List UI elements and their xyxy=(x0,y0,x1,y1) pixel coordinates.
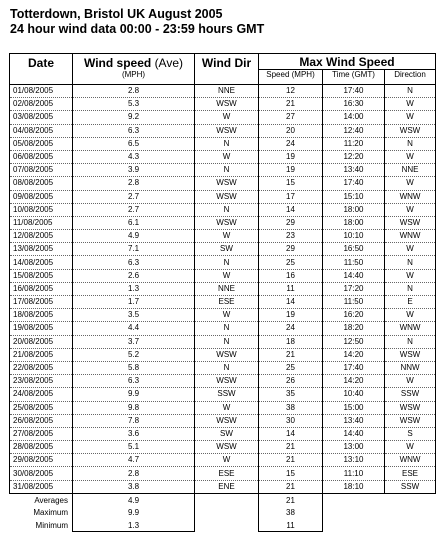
table-row xyxy=(10,150,436,163)
cell-max-direction: N xyxy=(385,282,436,295)
cell-max-time: 11:20 xyxy=(323,137,385,150)
cell-max-direction: W xyxy=(385,98,436,111)
summary-gap xyxy=(195,506,259,519)
cell-date: 17/08/2005 xyxy=(10,296,73,309)
table-row xyxy=(10,85,436,98)
table-row xyxy=(10,256,436,269)
table-row xyxy=(10,322,436,335)
cell-wind-speed: 1.3 xyxy=(73,282,195,295)
cell-max-speed: 14 xyxy=(259,203,323,216)
cell-max-direction: ESE xyxy=(385,467,436,480)
cell-max-time: 11:10 xyxy=(323,467,385,480)
table-row xyxy=(10,375,436,388)
cell-max-speed: 25 xyxy=(259,256,323,269)
cell-wind-speed: 5.8 xyxy=(73,361,195,374)
cell-max-time: 13:40 xyxy=(323,164,385,177)
cell-wind-dir: WSW xyxy=(195,177,259,190)
cell-wind-speed: 7.8 xyxy=(73,414,195,427)
cell-max-direction: NNW xyxy=(385,361,436,374)
cell-wind-speed: 4.9 xyxy=(73,230,195,243)
cell-wind-speed: 4.7 xyxy=(73,454,195,467)
cell-max-speed: 24 xyxy=(259,322,323,335)
cell-max-direction: N xyxy=(385,335,436,348)
cell-max-direction: W xyxy=(385,203,436,216)
cell-date: 06/08/2005 xyxy=(10,150,73,163)
cell-max-direction: N xyxy=(385,256,436,269)
report-title: Totterdown, Bristol UK August 2005 xyxy=(10,7,223,21)
cell-max-direction: W xyxy=(385,375,436,388)
cell-max-time: 18:00 xyxy=(323,203,385,216)
cell-date: 03/08/2005 xyxy=(10,111,73,124)
table-row xyxy=(10,414,436,427)
cell-date: 12/08/2005 xyxy=(10,230,73,243)
cell-max-speed: 24 xyxy=(259,137,323,150)
cell-max-time: 14:20 xyxy=(323,375,385,388)
cell-wind-speed: 5.2 xyxy=(73,348,195,361)
header-ave: (Ave) xyxy=(154,55,184,70)
table-row xyxy=(10,230,436,243)
summary-row xyxy=(10,493,436,506)
cell-wind-dir: W xyxy=(195,454,259,467)
cell-max-time: 13:10 xyxy=(323,454,385,467)
cell-wind-speed: 2.6 xyxy=(73,269,195,282)
cell-max-speed: 19 xyxy=(259,150,323,163)
cell-max-time: 11:50 xyxy=(323,296,385,309)
cell-max-direction: S xyxy=(385,427,436,440)
cell-max-direction: SSW xyxy=(385,480,436,493)
table-row xyxy=(10,269,436,282)
cell-max-speed: 14 xyxy=(259,427,323,440)
cell-date: 18/08/2005 xyxy=(10,309,73,322)
table-row xyxy=(10,401,436,414)
cell-wind-speed: 6.3 xyxy=(73,124,195,137)
cell-max-direction: WSW xyxy=(385,401,436,414)
cell-wind-dir: W xyxy=(195,309,259,322)
cell-max-speed: 30 xyxy=(259,414,323,427)
summary-gap xyxy=(195,519,259,532)
cell-date: 08/08/2005 xyxy=(10,177,73,190)
cell-max-speed: 19 xyxy=(259,309,323,322)
cell-max-direction: N xyxy=(385,85,436,98)
table-row xyxy=(10,348,436,361)
cell-date: 01/08/2005 xyxy=(10,85,73,98)
cell-date: 19/08/2005 xyxy=(10,322,73,335)
cell-max-direction: WNW xyxy=(385,454,436,467)
cell-max-direction: W xyxy=(385,111,436,124)
summary-empty xyxy=(385,493,436,506)
table-row xyxy=(10,243,436,256)
cell-max-time: 17:40 xyxy=(323,85,385,98)
cell-max-direction: WNW xyxy=(385,322,436,335)
cell-wind-dir: W xyxy=(195,401,259,414)
cell-max-speed: 21 xyxy=(259,454,323,467)
header-wind-dir: Wind Dir xyxy=(195,54,259,70)
cell-max-speed: 21 xyxy=(259,441,323,454)
cell-wind-speed: 3.7 xyxy=(73,335,195,348)
header-max-wind-speed: Max Wind Speed xyxy=(259,54,436,70)
cell-date: 27/08/2005 xyxy=(10,427,73,440)
cell-wind-dir: NNE xyxy=(195,85,259,98)
cell-wind-dir: ESE xyxy=(195,467,259,480)
table-row xyxy=(10,388,436,401)
cell-wind-speed: 2.7 xyxy=(73,190,195,203)
cell-max-time: 12:40 xyxy=(323,124,385,137)
table-row xyxy=(10,441,436,454)
cell-date: 22/08/2005 xyxy=(10,361,73,374)
summary-empty xyxy=(323,519,385,532)
cell-date: 09/08/2005 xyxy=(10,190,73,203)
wind-data-table xyxy=(9,53,436,532)
cell-date: 23/08/2005 xyxy=(10,375,73,388)
summary-empty xyxy=(385,506,436,519)
table-row xyxy=(10,454,436,467)
header-date-blank xyxy=(10,70,73,85)
cell-date: 15/08/2005 xyxy=(10,269,73,282)
summary-wind-speed: 1.3 xyxy=(73,519,195,532)
table-row xyxy=(10,309,436,322)
summary-label: Maximum xyxy=(33,508,68,518)
cell-max-time: 16:50 xyxy=(323,243,385,256)
cell-max-direction: WNW xyxy=(385,230,436,243)
cell-wind-dir: N xyxy=(195,137,259,150)
summary-max-speed: 38 xyxy=(259,506,323,519)
cell-max-speed: 25 xyxy=(259,361,323,374)
cell-date: 10/08/2005 xyxy=(10,203,73,216)
cell-date: 21/08/2005 xyxy=(10,348,73,361)
cell-wind-dir: SW xyxy=(195,243,259,256)
cell-wind-dir: N xyxy=(195,361,259,374)
cell-wind-speed: 2.8 xyxy=(73,177,195,190)
cell-date: 30/08/2005 xyxy=(10,467,73,480)
cell-max-speed: 38 xyxy=(259,401,323,414)
cell-max-time: 17:40 xyxy=(323,361,385,374)
header-date: Date xyxy=(10,54,73,70)
cell-max-speed: 29 xyxy=(259,216,323,229)
cell-max-speed: 20 xyxy=(259,124,323,137)
cell-max-time: 14:40 xyxy=(323,427,385,440)
cell-max-direction: W xyxy=(385,243,436,256)
cell-max-time: 14:20 xyxy=(323,348,385,361)
cell-max-speed: 21 xyxy=(259,348,323,361)
cell-wind-speed: 1.7 xyxy=(73,296,195,309)
cell-date: 24/08/2005 xyxy=(10,388,73,401)
table-row xyxy=(10,203,436,216)
cell-wind-dir: W xyxy=(195,230,259,243)
cell-date: 16/08/2005 xyxy=(10,282,73,295)
cell-max-speed: 17 xyxy=(259,190,323,203)
cell-max-time: 17:20 xyxy=(323,282,385,295)
cell-max-time: 15:10 xyxy=(323,190,385,203)
summary-empty xyxy=(323,506,385,519)
cell-max-direction: W xyxy=(385,150,436,163)
cell-wind-speed: 3.5 xyxy=(73,309,195,322)
cell-max-direction: W xyxy=(385,269,436,282)
summary-empty xyxy=(385,519,436,532)
cell-max-time: 18:10 xyxy=(323,480,385,493)
cell-date: 29/08/2005 xyxy=(10,454,73,467)
cell-date: 31/08/2005 xyxy=(10,480,73,493)
cell-max-time: 10:40 xyxy=(323,388,385,401)
cell-max-time: 14:40 xyxy=(323,269,385,282)
cell-wind-speed: 6.1 xyxy=(73,216,195,229)
cell-max-speed: 16 xyxy=(259,269,323,282)
cell-max-time: 18:20 xyxy=(323,322,385,335)
header-direction: Direction xyxy=(385,70,436,85)
cell-max-direction: NNE xyxy=(385,164,436,177)
cell-wind-dir: WSW xyxy=(195,375,259,388)
cell-wind-dir: WSW xyxy=(195,216,259,229)
cell-max-direction: W xyxy=(385,309,436,322)
table-row xyxy=(10,480,436,493)
cell-max-speed: 18 xyxy=(259,335,323,348)
cell-wind-speed: 4.3 xyxy=(73,150,195,163)
cell-wind-speed: 5.3 xyxy=(73,98,195,111)
table-row xyxy=(10,282,436,295)
cell-max-speed: 26 xyxy=(259,375,323,388)
summary-max-speed: 11 xyxy=(259,519,323,532)
cell-max-time: 12:50 xyxy=(323,335,385,348)
cell-max-time: 11:50 xyxy=(323,256,385,269)
cell-wind-dir: WSW xyxy=(195,98,259,111)
cell-max-speed: 14 xyxy=(259,296,323,309)
cell-max-speed: 23 xyxy=(259,230,323,243)
cell-wind-speed: 6.5 xyxy=(73,137,195,150)
cell-max-speed: 21 xyxy=(259,98,323,111)
summary-wind-speed: 4.9 xyxy=(73,493,195,506)
cell-wind-dir: N xyxy=(195,164,259,177)
table-row xyxy=(10,98,436,111)
cell-wind-speed: 3.8 xyxy=(73,480,195,493)
cell-wind-dir: WSW xyxy=(195,348,259,361)
cell-wind-dir: NNE xyxy=(195,282,259,295)
report-subtitle: 24 hour wind data 00:00 - 23:59 hours GMT xyxy=(10,22,265,36)
cell-wind-speed: 4.4 xyxy=(73,322,195,335)
header-time-gmt: Time (GMT) xyxy=(323,70,385,85)
cell-wind-speed: 2.7 xyxy=(73,203,195,216)
summary-label: Averages xyxy=(34,495,68,505)
table-row xyxy=(10,177,436,190)
cell-max-time: 13:40 xyxy=(323,414,385,427)
cell-max-direction: E xyxy=(385,296,436,309)
cell-max-time: 12:20 xyxy=(323,150,385,163)
cell-wind-dir: WSW xyxy=(195,441,259,454)
table-row xyxy=(10,361,436,374)
summary-wind-speed: 9.9 xyxy=(73,506,195,519)
cell-max-direction: W xyxy=(385,441,436,454)
cell-wind-dir: W xyxy=(195,111,259,124)
cell-date: 14/08/2005 xyxy=(10,256,73,269)
cell-max-time: 15:00 xyxy=(323,401,385,414)
cell-wind-dir: N xyxy=(195,256,259,269)
table-row xyxy=(10,111,436,124)
cell-max-speed: 12 xyxy=(259,85,323,98)
cell-wind-dir: N xyxy=(195,203,259,216)
cell-max-direction: WNW xyxy=(385,190,436,203)
cell-max-speed: 15 xyxy=(259,177,323,190)
cell-date: 11/08/2005 xyxy=(10,216,73,229)
cell-wind-dir: W xyxy=(195,269,259,282)
header-wind-dir-blank xyxy=(195,70,259,85)
cell-wind-speed: 7.1 xyxy=(73,243,195,256)
cell-max-speed: 15 xyxy=(259,467,323,480)
cell-wind-dir: SW xyxy=(195,427,259,440)
cell-date: 02/08/2005 xyxy=(10,98,73,111)
cell-wind-speed: 3.9 xyxy=(73,164,195,177)
cell-max-time: 17:40 xyxy=(323,177,385,190)
cell-max-time: 13:00 xyxy=(323,441,385,454)
cell-max-direction: WSW xyxy=(385,216,436,229)
header-mph-unit: (MPH) xyxy=(73,70,195,85)
table-row xyxy=(10,467,436,480)
cell-date: 26/08/2005 xyxy=(10,414,73,427)
cell-wind-dir: N xyxy=(195,322,259,335)
cell-wind-dir: WSW xyxy=(195,414,259,427)
cell-date: 25/08/2005 xyxy=(10,401,73,414)
cell-wind-speed: 9.9 xyxy=(73,388,195,401)
cell-wind-dir: WSW xyxy=(195,190,259,203)
summary-label: Minimum xyxy=(35,520,68,530)
cell-max-direction: WSW xyxy=(385,414,436,427)
cell-wind-speed: 3.6 xyxy=(73,427,195,440)
table-row xyxy=(10,335,436,348)
cell-max-direction: WSW xyxy=(385,124,436,137)
cell-date: 07/08/2005 xyxy=(10,164,73,177)
header-wind-speed: Wind speed (Ave) xyxy=(73,54,195,70)
cell-wind-dir: N xyxy=(195,335,259,348)
summary-row xyxy=(10,519,436,532)
table-row xyxy=(10,216,436,229)
table-row xyxy=(10,190,436,203)
cell-max-time: 16:30 xyxy=(323,98,385,111)
cell-max-speed: 11 xyxy=(259,282,323,295)
cell-wind-dir: ENE xyxy=(195,480,259,493)
cell-wind-dir: ESE xyxy=(195,296,259,309)
cell-wind-speed: 6.3 xyxy=(73,256,195,269)
cell-date: 13/08/2005 xyxy=(10,243,73,256)
cell-date: 20/08/2005 xyxy=(10,335,73,348)
table-row xyxy=(10,124,436,137)
cell-max-speed: 27 xyxy=(259,111,323,124)
cell-max-direction: WSW xyxy=(385,348,436,361)
cell-max-time: 18:00 xyxy=(323,216,385,229)
cell-max-direction: W xyxy=(385,177,436,190)
cell-wind-speed: 9.2 xyxy=(73,111,195,124)
cell-date: 05/08/2005 xyxy=(10,137,73,150)
cell-wind-speed: 5.1 xyxy=(73,441,195,454)
cell-max-direction: N xyxy=(385,137,436,150)
cell-wind-dir: SSW xyxy=(195,388,259,401)
cell-max-time: 10:10 xyxy=(323,230,385,243)
cell-date: 28/08/2005 xyxy=(10,441,73,454)
cell-wind-dir: W xyxy=(195,150,259,163)
cell-max-speed: 29 xyxy=(259,243,323,256)
cell-max-time: 16:20 xyxy=(323,309,385,322)
table-row xyxy=(10,164,436,177)
cell-wind-dir: WSW xyxy=(195,124,259,137)
summary-row xyxy=(10,506,436,519)
cell-wind-speed: 6.3 xyxy=(73,375,195,388)
table-row xyxy=(10,137,436,150)
cell-max-speed: 35 xyxy=(259,388,323,401)
cell-max-time: 14:00 xyxy=(323,111,385,124)
cell-date: 04/08/2005 xyxy=(10,124,73,137)
cell-max-direction: SSW xyxy=(385,388,436,401)
cell-wind-speed: 9.8 xyxy=(73,401,195,414)
cell-max-speed: 21 xyxy=(259,480,323,493)
cell-max-speed: 19 xyxy=(259,164,323,177)
cell-wind-speed: 2.8 xyxy=(73,467,195,480)
cell-wind-speed: 2.8 xyxy=(73,85,195,98)
header-speed-mph: Speed (MPH) xyxy=(259,70,323,85)
table-row xyxy=(10,296,436,309)
summary-empty xyxy=(323,493,385,506)
summary-gap xyxy=(195,493,259,506)
table-row xyxy=(10,427,436,440)
summary-max-speed: 21 xyxy=(259,493,323,506)
